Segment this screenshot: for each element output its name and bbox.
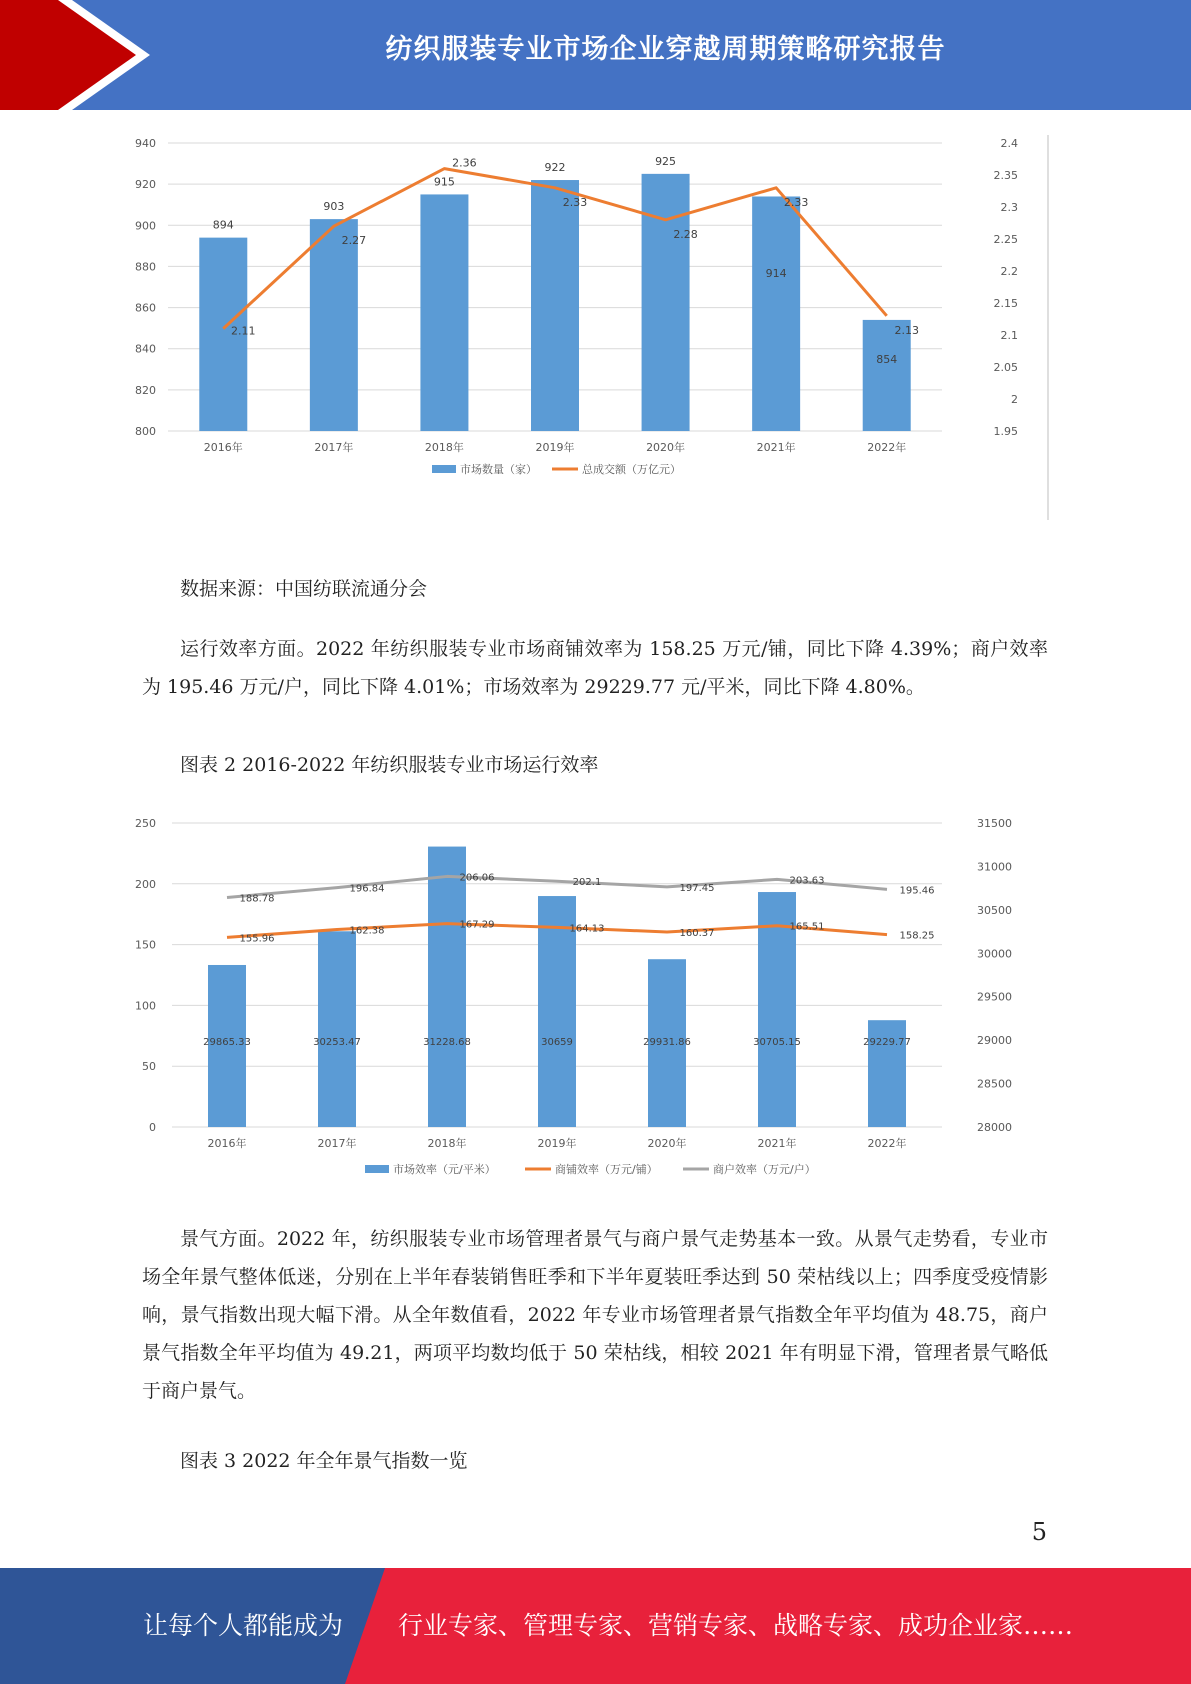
chart1-bar-label: 894 bbox=[212, 218, 234, 232]
chart2-bar-label: 29931.86 bbox=[643, 1037, 691, 1048]
chart2-bar bbox=[318, 931, 356, 1127]
chart2-line-label: 197.45 bbox=[679, 882, 715, 894]
chart2-line-label: 158.25 bbox=[899, 930, 935, 942]
footer-slogan-right: 行业专家、管理专家、营销专家、战略专家、成功企业家…… bbox=[398, 1611, 1074, 1640]
chart1-y-right-tick: 2.2 bbox=[1000, 265, 1018, 278]
chart2-bar-label: 31228.68 bbox=[423, 1037, 471, 1048]
data-source-note: 数据来源：中国纺联流通分会 bbox=[180, 578, 428, 600]
chart1-bar-label: 914 bbox=[765, 266, 787, 280]
chart2-x-tick: 2022年 bbox=[867, 1137, 907, 1150]
chart1-legend-bar-label: 市场数量（家） bbox=[460, 463, 537, 476]
chart2-y-right-tick: 30000 bbox=[977, 947, 1012, 961]
chart2-y-right-tick: 28000 bbox=[977, 1121, 1012, 1134]
chart1-legend-bar-swatch bbox=[432, 465, 456, 473]
chart2-line-label: 188.78 bbox=[239, 893, 275, 905]
chart2-x-tick: 2018年 bbox=[427, 1137, 467, 1150]
chart1-bar-label: 903 bbox=[323, 200, 345, 214]
market-count-chart bbox=[130, 135, 1060, 520]
chart1-y-left-tick: 840 bbox=[135, 342, 156, 356]
chart1-x-tick: 2018年 bbox=[424, 441, 464, 454]
chart2-bar-label: 30705.15 bbox=[753, 1037, 801, 1048]
chart2-line-label: 195.46 bbox=[899, 885, 935, 897]
chart2-x-tick: 2019年 bbox=[537, 1137, 577, 1150]
chart2-legend-bar-swatch bbox=[365, 1165, 389, 1173]
chart2-legend-line1-label: 商铺效率（万元/铺） bbox=[555, 1163, 658, 1176]
chart1-legend-line-label: 总成交额（万亿元） bbox=[582, 463, 681, 476]
chart2-line-label: 202.1 bbox=[572, 877, 602, 889]
chart2-line-label: 206.06 bbox=[459, 872, 495, 884]
chart1-y-right-tick: 1.95 bbox=[993, 425, 1018, 438]
chart2-bar bbox=[428, 847, 466, 1127]
chart1-line-label: 2.27 bbox=[341, 234, 367, 248]
chart2-line-label: 165.51 bbox=[789, 921, 825, 933]
chart2-y-right-tick: 28500 bbox=[977, 1077, 1012, 1091]
chart1-x-tick: 2020年 bbox=[646, 441, 686, 454]
chart1-y-right-tick: 2.1 bbox=[1000, 329, 1018, 342]
chart2-line-label: 160.37 bbox=[679, 927, 715, 939]
chart1-y-right-tick: 2.4 bbox=[1000, 137, 1018, 150]
chart1-y-left-tick: 900 bbox=[135, 219, 156, 233]
header-title: 纺织服装专业市场企业穿越周期策略研究报告 bbox=[385, 34, 946, 65]
chart2-line-label: 203.63 bbox=[789, 875, 825, 887]
chart2-legend-bar-label: 市场效率（元/平米） bbox=[393, 1163, 496, 1176]
chart1-legend bbox=[432, 462, 681, 476]
chart2-legend bbox=[365, 1162, 816, 1176]
efficiency-paragraph: 运行效率方面。2022 年纺织服装专业市场商铺效率为 158.25 万元/铺，同比下降 4.39%；商户效率为 195.46 万元/户，同比下降 4.01%；市场效率为 29229.77 元/平米，同比下降 4.80%。 bbox=[142, 638, 1048, 698]
chart1-bar-label: 922 bbox=[544, 161, 566, 175]
figure2-caption: 图表 2 2016-2022 年纺织服装专业市场运行效率 bbox=[180, 754, 599, 776]
chart1-bar bbox=[310, 219, 358, 431]
chart1-x-tick: 2017年 bbox=[314, 441, 354, 454]
chart1-y-right-tick: 2.15 bbox=[993, 297, 1018, 310]
chart1-line-label: 2.36 bbox=[452, 156, 477, 170]
chart2-x-tick: 2020年 bbox=[647, 1137, 687, 1150]
chart1-bar-label: 854 bbox=[876, 353, 898, 367]
chart1-y-right-tick: 2.25 bbox=[993, 233, 1018, 246]
chart2-y-left-tick: 100 bbox=[135, 999, 156, 1013]
chart1-bar-label: 915 bbox=[433, 175, 455, 189]
chart2-x-tick: 2017年 bbox=[317, 1137, 357, 1150]
page-header bbox=[0, 0, 1191, 110]
chart1-y-left-tick: 800 bbox=[135, 425, 156, 438]
chart2-line-label: 196.84 bbox=[349, 883, 385, 895]
figure3-caption: 图表 3 2022 年全年景气指数一览 bbox=[180, 1450, 468, 1472]
chart1-line-label: 2.33 bbox=[562, 195, 588, 209]
chart1-x-tick: 2019年 bbox=[535, 441, 575, 454]
chart2-bar-label: 30253.47 bbox=[313, 1037, 361, 1048]
chart1-bar bbox=[531, 180, 579, 431]
chart2-x-tick: 2021年 bbox=[757, 1137, 797, 1150]
chart2-bar-label: 29865.33 bbox=[203, 1037, 251, 1048]
chart1-bar-label: 925 bbox=[655, 154, 677, 168]
chart1-y-right-tick: 2.05 bbox=[993, 361, 1018, 374]
chart1-x-tick: 2022年 bbox=[867, 441, 907, 454]
chart2-y-left-tick: 0 bbox=[149, 1121, 156, 1134]
chart2-y-right-tick: 30500 bbox=[977, 903, 1012, 917]
chart2-y-right-tick: 29500 bbox=[977, 990, 1012, 1004]
chart1-y-left-tick: 880 bbox=[135, 260, 156, 274]
chart2-y-right-tick: 31000 bbox=[977, 860, 1012, 874]
chart1-line-label: 2.33 bbox=[783, 195, 809, 209]
chart1-y-left-tick: 940 bbox=[135, 137, 156, 150]
chart1-bar bbox=[420, 194, 468, 431]
sentiment-paragraph: 景气方面。2022 年，纺织服装专业市场管理者景气与商户景气走势基本一致。从景气走势看，专业市场全年景气整体低迷，分别在上半年春装销售旺季和下半年夏装旺季达到 50 荣枯线以上；四季度受疫情影响，景气指数出现大幅下滑。从全年数值看，2022 年专业市场管理者景气指数全年平均值为 48.75，商户景气指数全年平均值为 49.21，两项平均数均低于 50 荣枯线，相较 2021 年有明显下滑，管理者景气略低于商户景气。 bbox=[142, 1228, 1048, 1402]
chart1-bar bbox=[642, 174, 690, 431]
chart1-y-right-tick: 2 bbox=[1011, 393, 1018, 406]
chart2-bar-label: 30659 bbox=[541, 1037, 573, 1048]
chart2-y-left-tick: 150 bbox=[135, 938, 156, 952]
chart1-bar bbox=[752, 196, 800, 431]
footer-slogan-left: 让每个人都能成为 bbox=[143, 1611, 344, 1640]
chart2-legend-line2-label: 商户效率（万元/户） bbox=[713, 1163, 816, 1176]
chart2-y-left-tick: 50 bbox=[142, 1060, 156, 1074]
chart1-x-tick: 2016年 bbox=[203, 441, 243, 454]
chart2-y-right-tick: 31500 bbox=[977, 817, 1012, 830]
chart1-x-tick: 2021年 bbox=[756, 441, 796, 454]
chart1-line-label: 2.28 bbox=[673, 227, 698, 241]
chart1-y-left-tick: 820 bbox=[135, 383, 156, 397]
chart2-y-left-tick: 200 bbox=[135, 877, 156, 891]
chart2-bar-label: 29229.77 bbox=[863, 1037, 911, 1048]
page-number: 5 bbox=[1031, 1518, 1047, 1546]
chart1-y-right-tick: 2.35 bbox=[993, 169, 1018, 182]
chart2-line-label: 155.96 bbox=[239, 933, 275, 945]
page-footer bbox=[0, 1568, 1191, 1684]
chart2-y-right-tick: 29000 bbox=[977, 1034, 1012, 1048]
header-arrow-decoration bbox=[0, 0, 200, 110]
chart1-line-label: 2.11 bbox=[231, 324, 256, 338]
chart1-bars bbox=[199, 174, 910, 431]
efficiency-chart bbox=[130, 805, 1060, 1185]
chart2-line-label: 164.13 bbox=[569, 923, 605, 935]
chart1-y-left-tick: 920 bbox=[135, 178, 156, 192]
chart1-line-label: 2.13 bbox=[894, 323, 919, 337]
chart2-x-tick: 2016年 bbox=[207, 1137, 247, 1150]
chart2-line-label: 167.29 bbox=[459, 919, 495, 931]
chart1-y-left-tick: 860 bbox=[135, 301, 156, 315]
chart1-y-right-tick: 2.3 bbox=[1000, 201, 1018, 214]
chart2-line-label: 162.38 bbox=[349, 925, 385, 937]
chart2-y-left-tick: 250 bbox=[135, 817, 156, 830]
